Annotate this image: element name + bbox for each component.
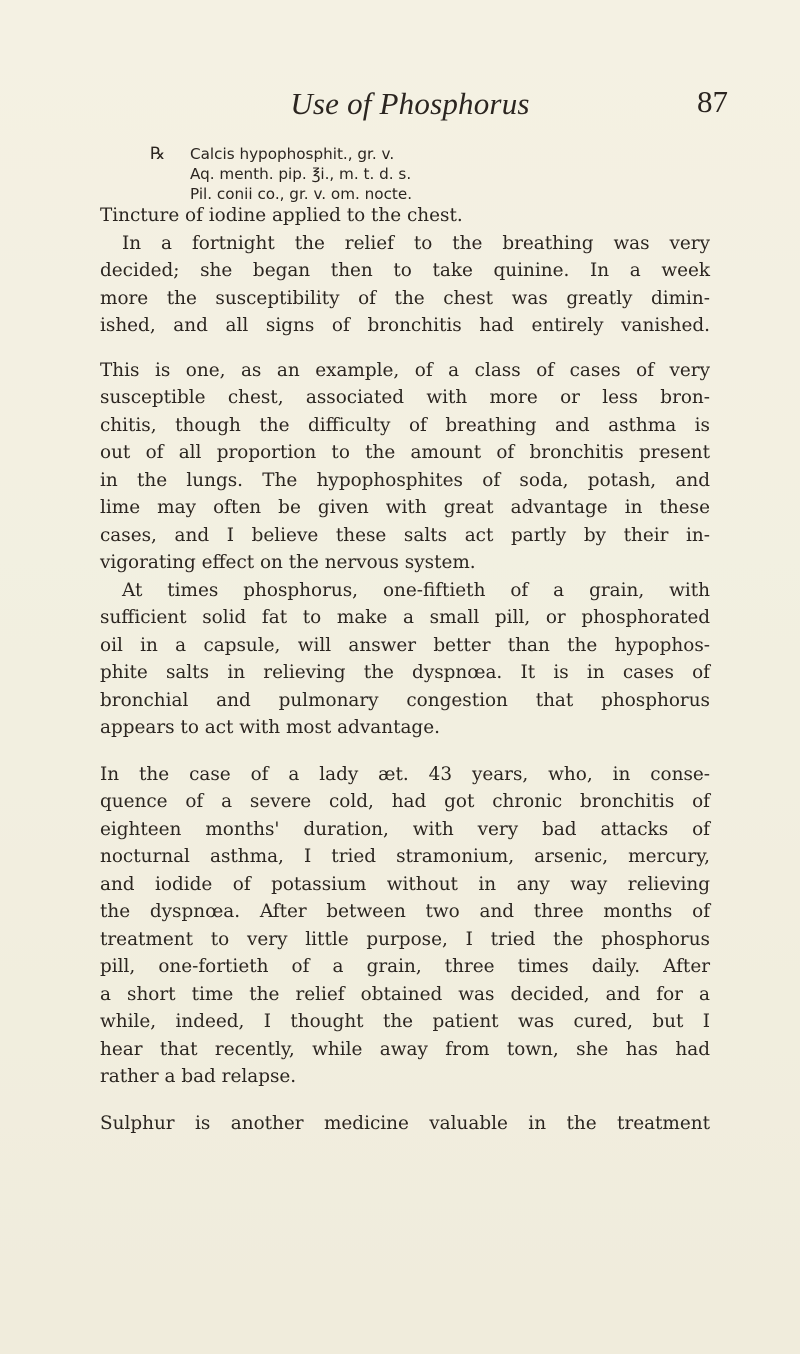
text-line: bronchial and pulmonary congestion that phosphorus <box>100 689 710 711</box>
prescription-block <box>150 144 670 204</box>
paragraph-phosphorus <box>100 577 710 742</box>
text-line: pill, one-fortieth of a grain, three times daily. After <box>100 956 710 977</box>
text-line: hear that recently, while away from town, she has had <box>100 1038 710 1060</box>
prescription-line: Pil. conii co., gr. v. om. nocte. <box>190 185 413 203</box>
text-line: lime may often be given with great advantage in these <box>100 497 710 518</box>
text-line: Sulphur is another medicine valuable in the treatment <box>100 1112 710 1134</box>
page-number: 87 <box>697 84 728 119</box>
text-line: At times phosphorus, one-fiftieth of a grain, with <box>122 579 710 601</box>
text-line: eighteen months' duration, with very bad attacks of <box>100 818 710 840</box>
prescription-line-text: Calcis hypophosphit., gr. v. <box>190 145 395 163</box>
text-line: appears to act with most advantage. <box>100 717 440 738</box>
text-line: ished, and all signs of bronchitis had entirely vanished. <box>100 315 710 336</box>
text-line: This is one, as an example, of a class of cases of very <box>100 359 710 381</box>
text-line: a short time the relief obtained was decided, and for a <box>100 983 710 1005</box>
text-line: oil in a capsule, will answer better than the hypophos- <box>100 634 710 656</box>
text-line: quence of a severe cold, had got chronic bronchitis of <box>100 791 710 812</box>
text-line: and iodide of potassium without in any way relieving <box>100 873 710 895</box>
text-line: in the lungs. The hypophosphites of soda, potash, and <box>100 469 710 491</box>
paragraph-gap <box>100 340 710 357</box>
prescription-line: Aq. menth. pip. ℥i., m. t. d. s. <box>190 165 412 183</box>
text-line: while, indeed, I thought the patient was cured, but I <box>100 1011 710 1032</box>
body-text <box>100 202 710 1137</box>
text-line: In the case of a lady æt. 43 years, who, in conse- <box>100 763 710 785</box>
text-line: sufficient solid fat to make a small pill, or phosphorated <box>100 607 710 628</box>
paragraph-case <box>100 761 710 1091</box>
prescription-symbol: ℞ <box>150 144 166 164</box>
text-line: treatment to very little purpose, I tried the phosphorus <box>100 928 710 950</box>
text-line: chitis, though the difficulty of breathing and asthma is <box>100 414 710 436</box>
text-line: decided; she began then to take quinine. In a week <box>100 260 710 281</box>
text-line: susceptible chest, associated with more or less bron- <box>100 387 710 408</box>
text-line: the dyspnœa. After between two and three months of <box>100 901 710 922</box>
text-line: nocturnal asthma, I tried stramonium, arsenic, mercury, <box>100 846 710 867</box>
paragraph-tincture <box>100 202 710 230</box>
text-line: out of all proportion to the amount of bronchitis present <box>100 442 710 463</box>
paragraph-example <box>100 357 710 577</box>
running-title: Use of Phosphorus <box>290 86 530 121</box>
text-line: Tincture of iodine applied to the chest. <box>100 205 463 226</box>
paragraph-sulphur <box>100 1110 710 1138</box>
text-line: more the susceptibility of the chest was greatly dimin- <box>100 287 710 309</box>
running-head <box>100 80 728 121</box>
paragraph-gap <box>100 742 710 761</box>
prescription-line <box>150 144 670 164</box>
text-line: rather a bad relapse. <box>100 1066 297 1087</box>
text-line: phite salts in relieving the dyspnœa. It is in cases of <box>100 662 710 683</box>
paragraph-gap <box>100 1091 710 1110</box>
text-line: cases, and I believe these salts act partly by their in- <box>100 524 710 546</box>
paragraph-fortnight <box>100 230 710 340</box>
text-line: In a fortnight the relief to the breathing was very <box>122 232 710 254</box>
text-line: vigorating effect on the nervous system. <box>100 552 476 573</box>
